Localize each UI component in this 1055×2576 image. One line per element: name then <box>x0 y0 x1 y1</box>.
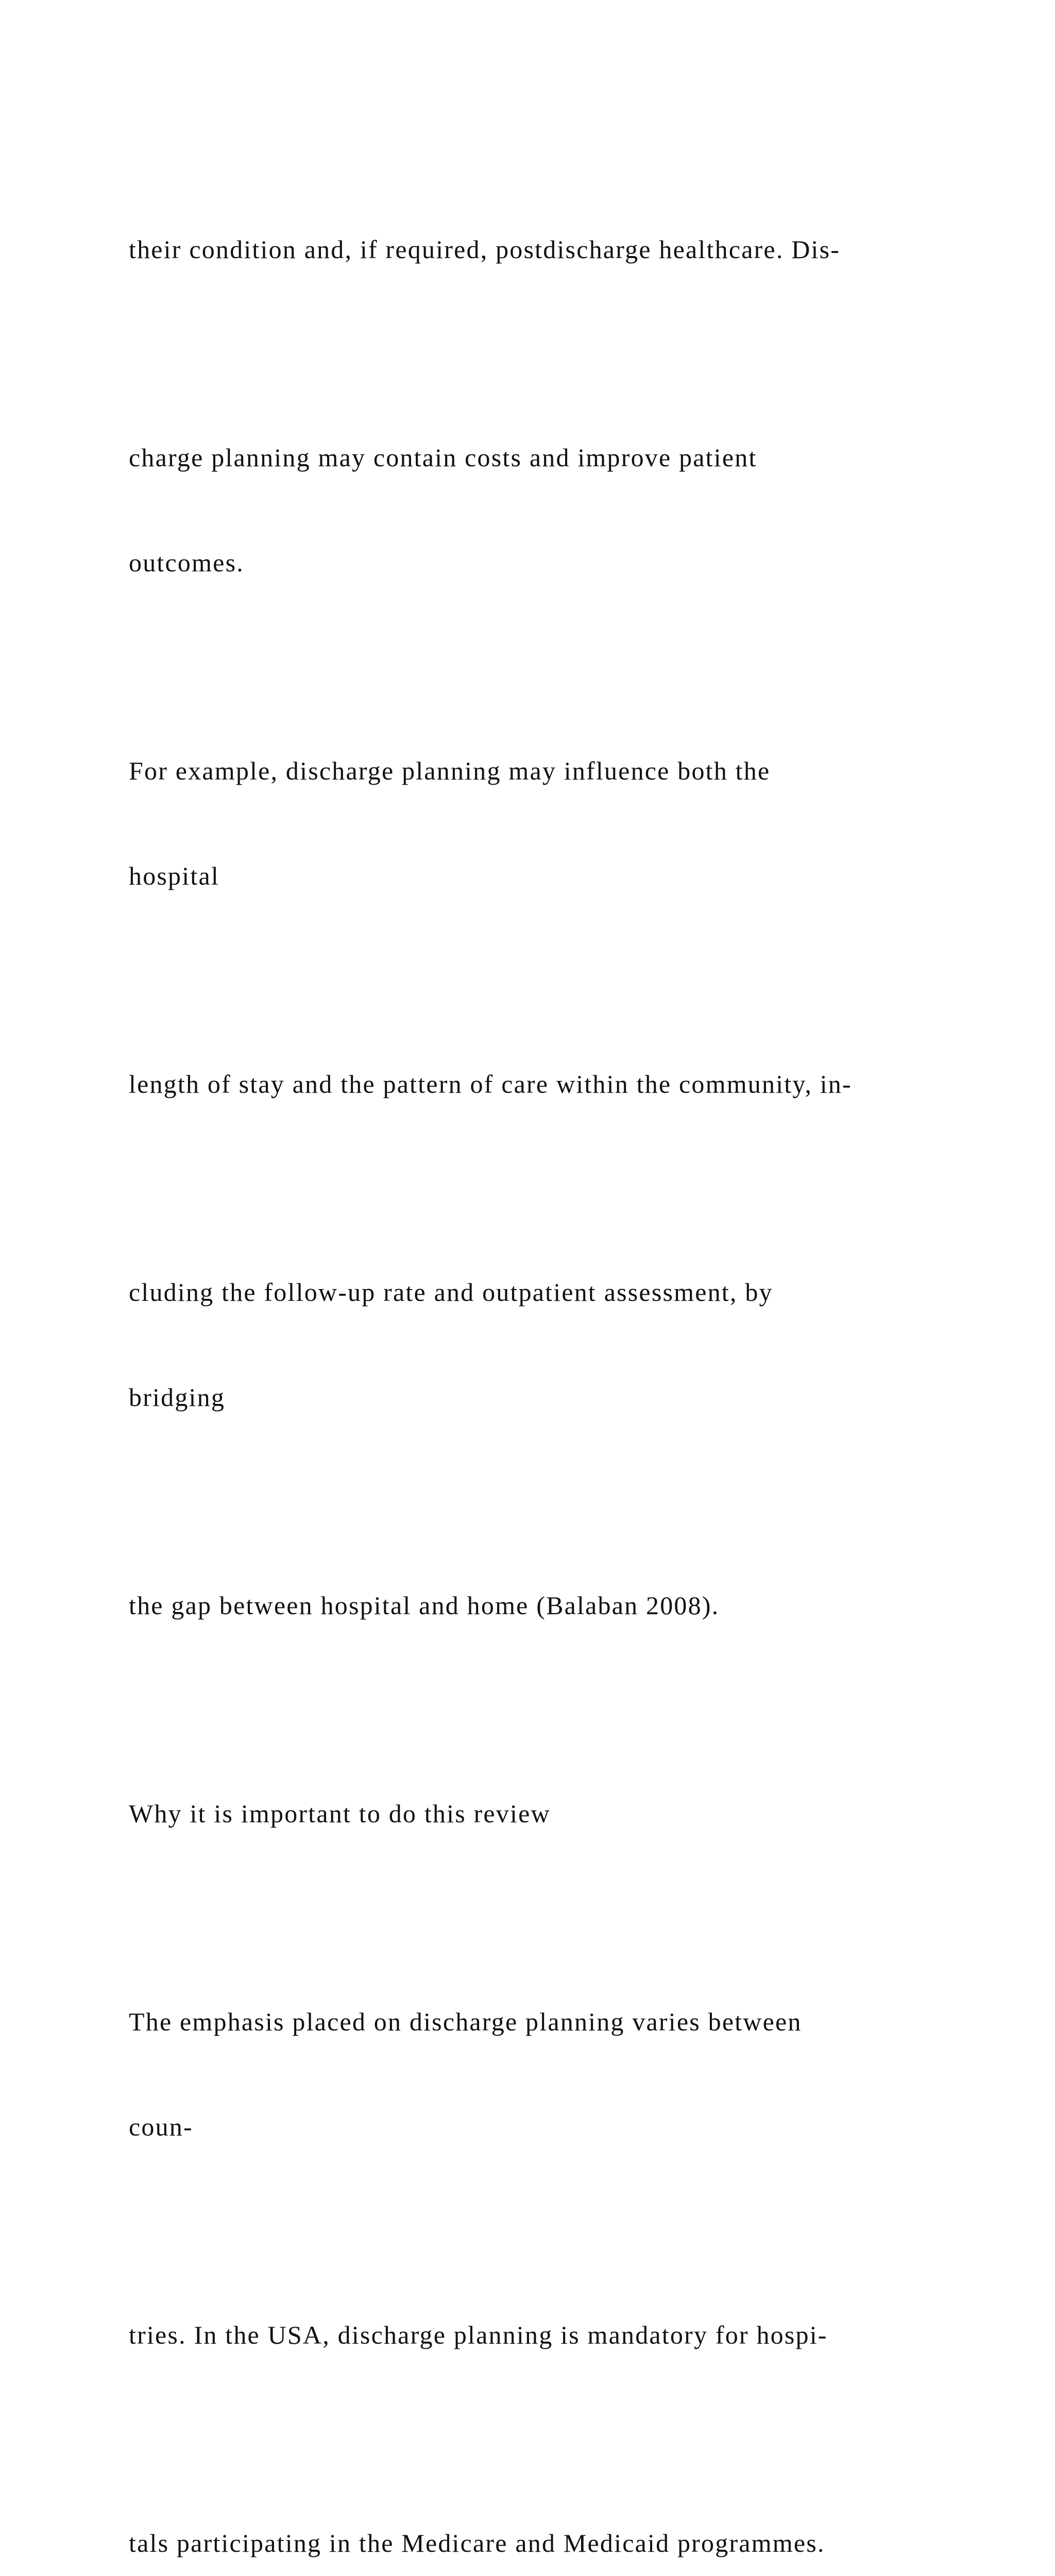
section-heading <box>129 1726 974 1901</box>
text-line: bridging <box>129 1383 226 1412</box>
body-text <box>129 162 974 2576</box>
paragraph <box>129 2455 974 2576</box>
paragraph <box>129 683 974 963</box>
text-line: hospital <box>129 861 219 890</box>
text-line: The emphasis placed on discharge planning varies between <box>129 2007 802 2036</box>
text-line: the gap between hospital and home (Balaban 2008). <box>129 1591 720 1620</box>
text-line: outcomes. <box>129 548 244 577</box>
text-line: length of stay and the pattern of care within the community, in- <box>129 1070 852 1098</box>
text-line: coun- <box>129 2112 193 2141</box>
text-line: charge planning may contain costs and improve patient <box>129 443 757 472</box>
paragraph <box>129 1934 974 2214</box>
paragraph <box>129 2247 974 2422</box>
paragraph <box>129 996 974 1172</box>
text-line: tries. In the USA, discharge planning is mandatory for hospi- <box>129 2320 828 2349</box>
text-line: tals participating in the Medicare and Medicaid programmes. <box>129 2529 825 2557</box>
text-line: For example, discharge planning may influence both the <box>129 756 771 785</box>
paragraph <box>129 1518 974 1693</box>
text-line: Why it is important to do this review <box>129 1799 551 1828</box>
text-line: their condition and, if required, postdischarge healthcare. Dis- <box>129 235 841 264</box>
text-line: cluding the follow-up rate and outpatient assessment, by <box>129 1278 773 1307</box>
paragraph <box>129 370 974 650</box>
paragraph <box>129 162 974 337</box>
paragraph <box>129 1205 974 1485</box>
